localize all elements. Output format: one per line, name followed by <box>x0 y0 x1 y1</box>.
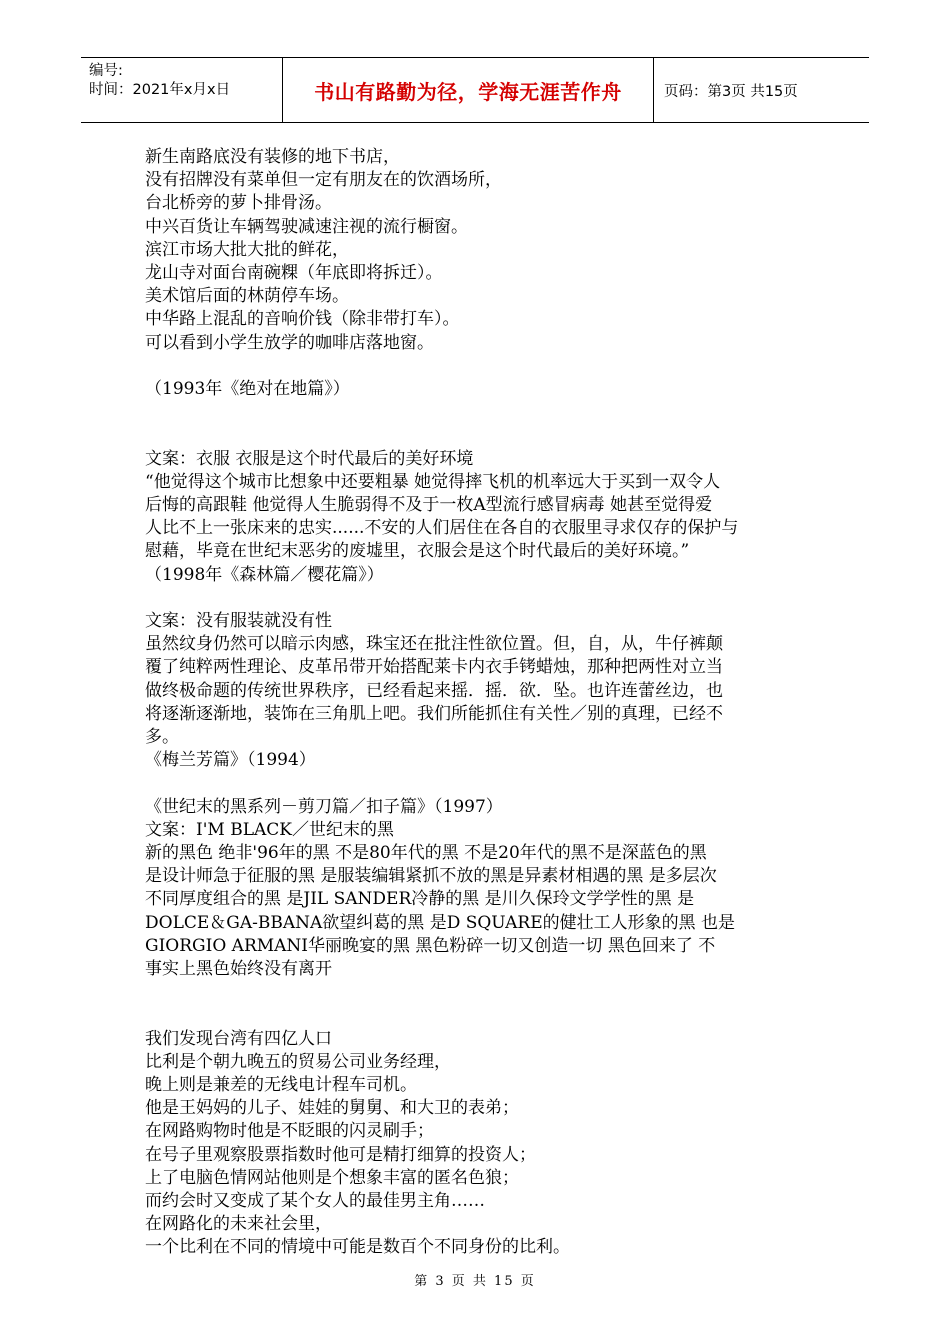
time-label: 时间：2021年x月x日 <box>89 82 231 98</box>
text-line: 我们发现台湾有四亿人口 <box>145 1028 332 1049</box>
text-line: DOLCE＆GA-BBANA欲望纠葛的黑 是D SQUARE的健壮工人形象的黑 也是 <box>145 912 736 933</box>
text-line: 多。 <box>145 727 179 748</box>
text-line: 而约会时又变成了某个女人的最佳男主角…… <box>145 1191 485 1212</box>
blank-line <box>145 772 810 795</box>
text-line: 将逐渐逐渐地，装饰在三角肌上吧。我们所能抓住有关性／别的真理，已经不 <box>145 703 723 724</box>
text-line: 人比不上一张床来的忠实......不安的人们居住在各自的衣服里寻求仅存的保护与 <box>145 518 739 539</box>
text-line: 不同厚度组合的黑 是JIL SANDER冷静的黑 是川久保玲文学学性的黑 是 <box>145 889 695 910</box>
text-line: 慰藉，毕竟在世纪末恶劣的废墟里，衣服会是这个时代最后的美好环境。” <box>145 541 690 562</box>
blank-line <box>145 981 810 1004</box>
text-line: 《世纪末的黑系列－剪刀篇／扣子篇》（1997） <box>145 796 503 817</box>
text-line: 文案：衣服 衣服是这个时代最后的美好环境 <box>145 448 474 469</box>
text-line: 一个比利在不同的情境中可能是数百个不同身份的比利。 <box>145 1237 570 1258</box>
page-header <box>81 57 869 123</box>
page-footer: 第 3 页 共 15 页 <box>414 1274 536 1289</box>
text-line: 晚上则是兼差的无线电计程车司机。 <box>145 1075 417 1096</box>
header-meta <box>81 58 282 122</box>
text-line: 可以看到小学生放学的咖啡店落地窗。 <box>145 332 434 353</box>
text-line: 在号子里观察股票指数时他可是精打细算的投资人； <box>145 1144 536 1165</box>
blank-line <box>145 355 810 378</box>
document-body <box>145 146 810 1260</box>
blank-line <box>145 587 810 610</box>
text-line: 台北桥旁的萝卜排骨汤。 <box>145 193 332 214</box>
blank-line <box>145 1004 810 1027</box>
text-line: 没有招牌没有菜单但一定有朋友在的饮酒场所， <box>145 170 502 191</box>
text-line: 文案：I'M BLACK／世纪末的黑 <box>145 819 394 840</box>
text-line: 滨江市场大批大批的鲜花， <box>145 239 349 260</box>
text-line: 龙山寺对面台南碗粿（年底即将拆迁）。 <box>145 263 443 284</box>
text-line: 是设计师急于征服的黑 是服装编辑紧抓不放的黑是异素材相遇的黑 是多层次 <box>145 866 717 887</box>
header-page-info: 页码：第3页 共15页 <box>664 83 798 100</box>
text-line: 上了电脑色情网站他则是个想象丰富的匿名色狼； <box>145 1167 519 1188</box>
text-line: 新生南路底没有装修的地下书店， <box>145 147 400 167</box>
text-line: 后悔的高跟鞋 他觉得人生脆弱得不及于一枚A型流行感冒病毒 她甚至觉得爱 <box>145 495 713 515</box>
text-line: （1993年《绝对在地篇》） <box>145 379 350 400</box>
text-line: 美术馆后面的林荫停车场。 <box>145 286 349 307</box>
serial-label: 编号: <box>89 63 123 79</box>
text-line: 新的黑色 绝非'96年的黑 不是80年代的黑 不是20年代的黑不是深蓝色的黑 <box>145 843 707 864</box>
text-line: （1998年《森林篇／樱花篇》） <box>145 564 384 585</box>
text-line: 在网路购物时他是不眨眼的闪灵刷手； <box>145 1121 434 1142</box>
text-line: 覆了纯粹两性理论、皮革吊带开始搭配莱卡内衣手铐蜡烛，那种把两性对立当 <box>145 657 723 678</box>
header-motto: 书山有路勤为径，学海无涯苦作舟 <box>282 58 654 122</box>
text-line: GIORGIO ARMANI华丽晚宴的黑 黑色粉碎一切又创造一切 黑色回来了 不 <box>145 935 716 956</box>
text-line: 中兴百货让车辆驾驶减速注视的流行橱窗。 <box>145 216 468 237</box>
text-line: 他是王妈妈的儿子、娃娃的舅舅、和大卫的表弟； <box>145 1098 519 1119</box>
blank-line <box>145 424 810 447</box>
text-line: 事实上黑色始终没有离开 <box>145 959 332 980</box>
blank-line <box>145 401 810 424</box>
text-line: 虽然纹身仍然可以暗示肉感，珠宝还在批注性欲位置。但，自，从，牛仔裤颠 <box>145 634 723 655</box>
text-line: 比利是个朝九晚五的贸易公司业务经理， <box>145 1051 451 1072</box>
text-line: 文案：没有服装就没有性 <box>145 611 332 631</box>
text-line: 在网路化的未来社会里， <box>145 1214 332 1235</box>
text-line: “他觉得这个城市比想象中还要粗暴 她觉得摔飞机的机率远大于买到一双令人 <box>145 471 721 492</box>
text-line: 中华路上混乱的音响价钱（除非带打车）。 <box>145 309 460 330</box>
text-line: 做终极命题的传统世界秩序，已经看起来摇．摇．欲．坠。也许连蕾丝边，也 <box>145 680 723 701</box>
text-line: 《梅兰芳篇》（1994） <box>145 750 316 771</box>
